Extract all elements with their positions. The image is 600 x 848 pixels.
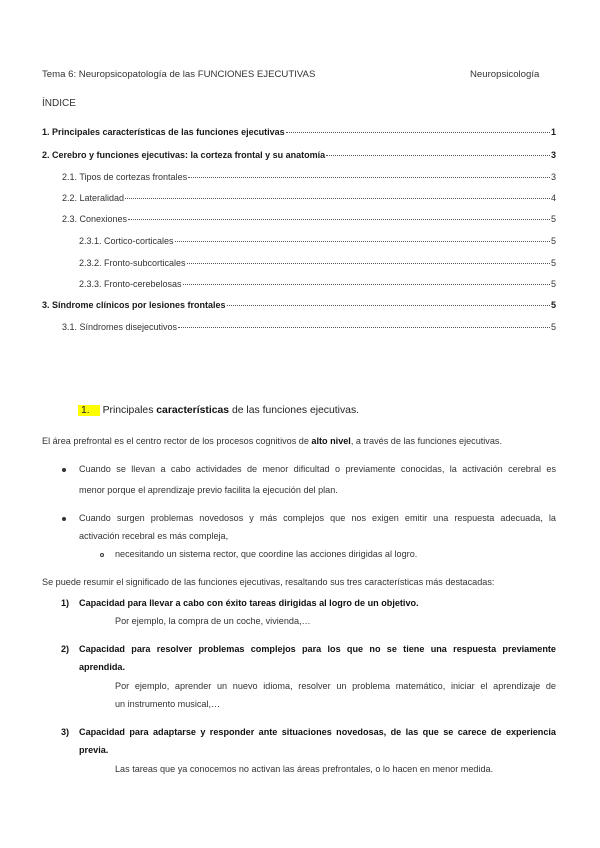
toc-entry[interactable] (62, 214, 556, 224)
toc-entry-page: 5 (550, 279, 556, 289)
toc-entry-page: 1 (550, 127, 556, 137)
bullet-text: menor porque el aprendizaje previo facilita la ejecución del plan. (79, 485, 338, 495)
list-item-title: Capacidad para adaptarse y responder ante situaciones novedosas, de las que se carece de experiencia (79, 727, 556, 737)
toc-entry-text: 2.3.2. Fronto-subcorticales (79, 258, 186, 268)
bullet-dot (62, 517, 66, 521)
list-item-example: Las tareas que ya conocemos no activan las áreas prefrontales, o lo hacen en menor medida. (115, 764, 494, 774)
toc-entry-page: 3 (550, 150, 556, 160)
toc-entry[interactable] (42, 127, 556, 137)
list-item-number: 3) (61, 727, 70, 737)
list-item-title: Capacidad para llevar a cabo con éxito tareas dirigidas al logro de un objetivo. (79, 598, 419, 608)
bullet-text: Cuando surgen problemas novedosos y más complejos que nos exigen emitir una respuesta adecuada, la (79, 513, 556, 523)
toc-entry-text: 1. Principales características de las funciones ejecutivas (42, 127, 285, 137)
list-item-title: Capacidad para resolver problemas complejos para los que no se tiene una respuesta previamente (79, 644, 556, 654)
toc-entry[interactable] (62, 193, 556, 203)
intro-paragraph (42, 436, 502, 446)
list-item-number: 1) (61, 598, 70, 608)
sub-bullet-circle (100, 553, 104, 557)
toc-entry-text: 2.3.3. Fronto-cerebelosas (79, 279, 182, 289)
list-item-number: 2) (61, 644, 70, 654)
section-heading (78, 405, 359, 416)
toc-leader (187, 263, 550, 264)
list-item-title-cont: previa. (79, 745, 109, 755)
toc-entry-page: 5 (550, 300, 556, 310)
list-item-example: Por ejemplo, la compra de un coche, vivienda,… (115, 616, 311, 626)
section-title-bold: características (156, 405, 230, 416)
toc-leader (125, 198, 550, 199)
intro-text-end: , a través de las funciones ejecutivas. (350, 436, 502, 446)
toc-entry-text: 3. Síndrome clínicos por lesiones frontales (42, 300, 226, 310)
toc-leader (175, 241, 550, 242)
list-item-example-cont: un instrumento musical,… (115, 699, 221, 709)
toc-leader (326, 155, 550, 156)
toc-entry[interactable] (42, 150, 556, 160)
intro-text: El área prefrontal es el centro rector de los procesos cognitivos de (42, 436, 312, 446)
bullet-dot (62, 468, 66, 472)
toc-entry[interactable] (42, 300, 556, 310)
toc-entry-page: 5 (550, 214, 556, 224)
toc-leader (286, 132, 550, 133)
toc-entry-page: 3 (550, 172, 556, 182)
index-heading: ÍNDICE (42, 98, 76, 109)
toc-entry-text: 2. Cerebro y funciones ejecutivas: la corteza frontal y su anatomía (42, 150, 326, 160)
toc-leader (188, 177, 550, 178)
toc-entry-page: 4 (550, 193, 556, 203)
toc-leader (128, 219, 550, 220)
intro-bold: alto nivel (311, 436, 351, 446)
section-title-pre: Principales (102, 405, 157, 416)
toc-entry[interactable] (79, 258, 556, 268)
toc-entry[interactable] (79, 236, 556, 246)
toc-entry-page: 5 (550, 258, 556, 268)
section-title-post: de las funciones ejecutivas. (229, 405, 360, 416)
document-header-title: Tema 6: Neuropsicopatología de las FUNCIONES EJECUTIVAS (42, 69, 316, 80)
toc-entry-text: 3.1. Síndromes disejecutivos (62, 322, 178, 332)
sub-bullet-text: necesitando un sistema rector, que coordine las acciones dirigidas al logro. (115, 549, 418, 559)
toc-entry-page: 5 (550, 236, 556, 246)
toc-entry[interactable] (62, 322, 556, 332)
list-item-title-cont: aprendida. (79, 662, 125, 672)
toc-entry-text: 2.1. Tipos de cortezas frontales (62, 172, 188, 182)
bullet-text: Cuando se llevan a cabo actividades de menor dificultad o previamente conocidas, la activación cerebral es (79, 464, 556, 474)
list-item-example: Por ejemplo, aprender un nuevo idioma, resolver un problema matemático, iniciar el aprendizaje de (115, 681, 556, 691)
toc-leader (178, 327, 550, 328)
summary-paragraph: Se puede resumir el significado de las funciones ejecutivas, resaltando sus tres características más destacadas: (42, 577, 495, 587)
toc-leader (227, 305, 550, 306)
toc-entry-page: 5 (550, 322, 556, 332)
toc-leader (183, 284, 550, 285)
toc-entry[interactable] (79, 279, 556, 289)
document-header-subject: Neuropsicología (470, 69, 540, 80)
toc-entry[interactable] (62, 172, 556, 182)
section-number: 1. (78, 405, 100, 416)
toc-entry-text: 2.3. Conexiones (62, 214, 128, 224)
bullet-text: activación recebral es más compleja, (79, 531, 229, 541)
toc-entry-text: 2.2. Lateralidad (62, 193, 125, 203)
toc-entry-text: 2.3.1. Cortico-corticales (79, 236, 174, 246)
